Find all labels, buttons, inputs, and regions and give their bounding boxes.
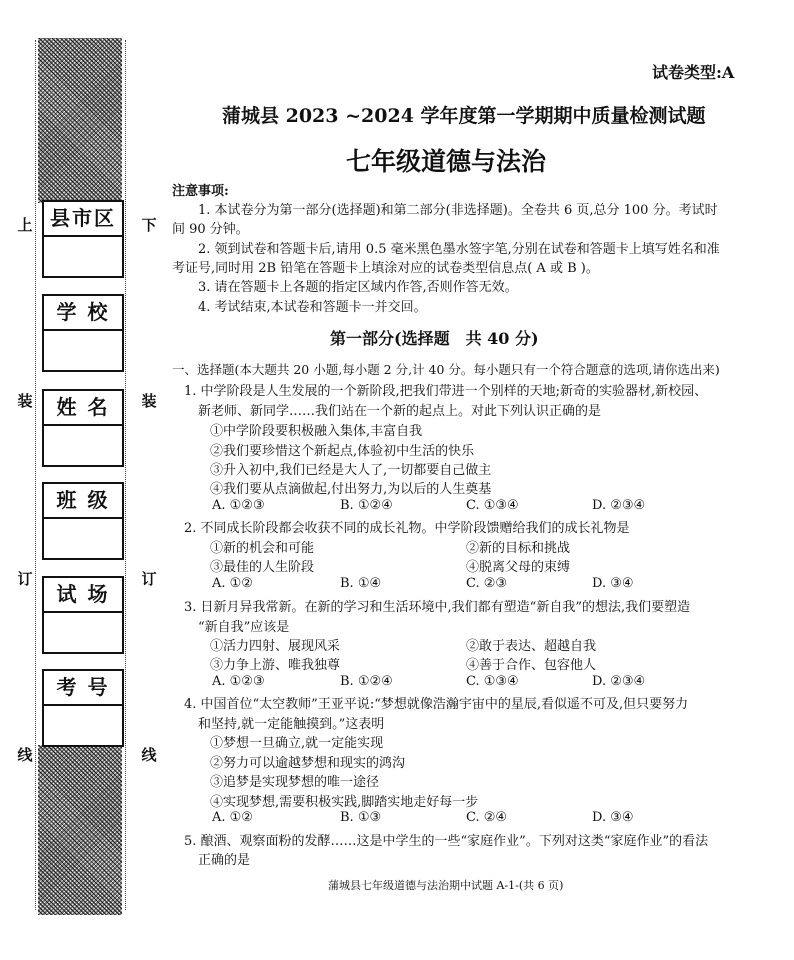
paper-type: 试卷类型:A bbox=[652, 63, 735, 82]
binding-char: 线 bbox=[141, 746, 157, 764]
option-a[interactable]: A. ①② bbox=[212, 810, 253, 825]
note-line: 考证号,同时用 2B 铅笔在答题卡上填涂对应的试卷类型信息点( A 或 B )。 bbox=[172, 261, 599, 276]
page-footer: 蒲城县七年级道德与法治期中试题 A-1-(共 6 页) bbox=[328, 879, 564, 892]
statement: ④善于合作、包容他人 bbox=[466, 658, 597, 673]
name-field[interactable] bbox=[42, 389, 124, 467]
binding-char: 下 bbox=[141, 216, 157, 234]
question-stem: “新自我”应该是 bbox=[198, 620, 290, 635]
binding-char: 上 bbox=[17, 216, 33, 234]
statement: ①活力四射、展现风采 bbox=[210, 639, 341, 654]
option-b[interactable]: B. ①③ bbox=[340, 810, 382, 825]
exam-room-field[interactable] bbox=[42, 576, 124, 654]
question-stem: 4. 中国首位“太空教师”王亚平说:“梦想就像浩瀚宇宙中的星辰,看似遥不可及,但只要努力 bbox=[184, 697, 689, 712]
part1-title: 第一部分(选择题 共 40 分) bbox=[330, 329, 539, 348]
option-a[interactable]: A. ①②③ bbox=[212, 674, 265, 689]
binding-hatch-top bbox=[38, 38, 122, 203]
notes-heading: 注意事项: bbox=[172, 184, 229, 199]
note-line: 1. 本试卷分为第一部分(选择题)和第二部分(非选择题)。全卷共 6 页,总分 100 分。考试时 bbox=[198, 203, 718, 218]
binding-hatch-bottom bbox=[38, 745, 122, 915]
field-label: 考 号 bbox=[44, 671, 122, 706]
statement: ③升入初中,我们已经是大人了,一切都要自己做主 bbox=[210, 463, 492, 478]
statement: ①梦想一旦确立,就一定能实现 bbox=[210, 736, 384, 751]
option-d[interactable]: D. ③④ bbox=[592, 576, 634, 591]
statement: ③最佳的人生阶段 bbox=[210, 560, 315, 575]
note-line: 3. 请在答题卡上各题的指定区域内作答,否则作答无效。 bbox=[198, 280, 518, 295]
statement: ②我们要珍惜这个新起点,体验初中生活的快乐 bbox=[210, 444, 475, 459]
binding-char: 装 bbox=[141, 392, 157, 410]
subject-title: 七年级道德与法治 bbox=[346, 147, 547, 176]
county-field[interactable] bbox=[42, 200, 124, 278]
question-stem: 和坚持,就一定能触摸到。”这表明 bbox=[198, 717, 385, 732]
statement: ②敢于表达、超越自我 bbox=[466, 639, 597, 654]
option-a[interactable]: A. ①② bbox=[212, 576, 253, 591]
statement: ②努力可以逾越梦想和现实的鸿沟 bbox=[210, 756, 406, 771]
binding-char: 装 bbox=[17, 392, 33, 410]
binding-dotted-line-left bbox=[35, 40, 36, 910]
option-c[interactable]: C. ①③④ bbox=[466, 498, 519, 513]
binding-char: 线 bbox=[17, 746, 33, 764]
question-stem: 3. 日新月异我常新。在新的学习和生活环境中,我们都有塑造“新自我”的想法,我们要塑造 bbox=[184, 600, 691, 615]
question-stem: 正确的是 bbox=[198, 853, 251, 868]
option-c[interactable]: C. ②④ bbox=[466, 810, 508, 825]
exam-number-field[interactable] bbox=[42, 669, 124, 747]
binding-char: 订 bbox=[17, 570, 33, 588]
school-field[interactable] bbox=[42, 294, 124, 372]
option-b[interactable]: B. ①②④ bbox=[340, 674, 393, 689]
note-line: 2. 领到试卷和答题卡后,请用 0.5 毫米黑色墨水签字笔,分别在试卷和答题卡上填写姓名和准 bbox=[198, 242, 720, 257]
field-label: 班 级 bbox=[44, 484, 122, 519]
option-d[interactable]: D. ②③④ bbox=[592, 674, 646, 689]
option-b[interactable]: B. ①④ bbox=[340, 576, 382, 591]
option-d[interactable]: D. ②③④ bbox=[592, 498, 646, 513]
option-c[interactable]: C. ①③④ bbox=[466, 674, 519, 689]
option-a[interactable]: A. ①②③ bbox=[212, 498, 265, 513]
question-stem: 新老师、新同学……我们站在一个新的起点上。对此下列认识正确的是 bbox=[198, 404, 602, 419]
section-intro: 一、选择题(本大题共 20 小题,每小题 2 分,计 40 分。每小题只有一个符合题意的选项,请你选出来) bbox=[172, 362, 720, 377]
note-line: 4. 考试结束,本试卷和答题卡一并交回。 bbox=[198, 300, 427, 315]
option-c[interactable]: C. ②③ bbox=[466, 576, 508, 591]
field-label: 姓 名 bbox=[44, 391, 122, 426]
class-field[interactable] bbox=[42, 482, 124, 560]
statement: ③追梦是实现梦想的唯一途径 bbox=[210, 775, 380, 790]
question-stem: 1. 中学阶段是人生发展的一个新阶段,把我们带进一个别样的天地;新奇的实验器材,新校园、 bbox=[184, 384, 708, 399]
statement: ③力争上游、唯我独尊 bbox=[210, 658, 341, 673]
statement: ④脱离父母的束缚 bbox=[466, 560, 571, 575]
statement: ④我们要从点滴做起,付出努力,为以后的人生奠基 bbox=[210, 482, 492, 497]
field-label: 试 场 bbox=[44, 578, 122, 613]
binding-char: 订 bbox=[141, 570, 157, 588]
statement: ①中学阶段要积极融入集体,丰富自我 bbox=[210, 424, 423, 439]
exam-title: 蒲城县 2023 ~2024 学年度第一学期期中质量检测试题 bbox=[222, 105, 706, 127]
question-stem: 5. 酿酒、观察面粉的发酵……这是中学生的一些“家庭作业”。下列对这类“家庭作业”的看法 bbox=[184, 834, 709, 849]
statement: ①新的机会和可能 bbox=[210, 541, 315, 556]
binding-dotted-line-right bbox=[125, 40, 126, 910]
field-label: 学 校 bbox=[44, 296, 122, 331]
statement: ④实现梦想,需要积极实践,脚踏实地走好每一步 bbox=[210, 795, 479, 810]
field-label: 县市区 bbox=[44, 202, 122, 237]
note-line: 间 90 分钟。 bbox=[172, 222, 249, 237]
option-d[interactable]: D. ③④ bbox=[592, 810, 634, 825]
option-b[interactable]: B. ①②④ bbox=[340, 498, 393, 513]
question-stem: 2. 不同成长阶段都会收获不同的成长礼物。中学阶段馈赠给我们的成长礼物是 bbox=[184, 521, 630, 536]
statement: ②新的目标和挑战 bbox=[466, 541, 571, 556]
